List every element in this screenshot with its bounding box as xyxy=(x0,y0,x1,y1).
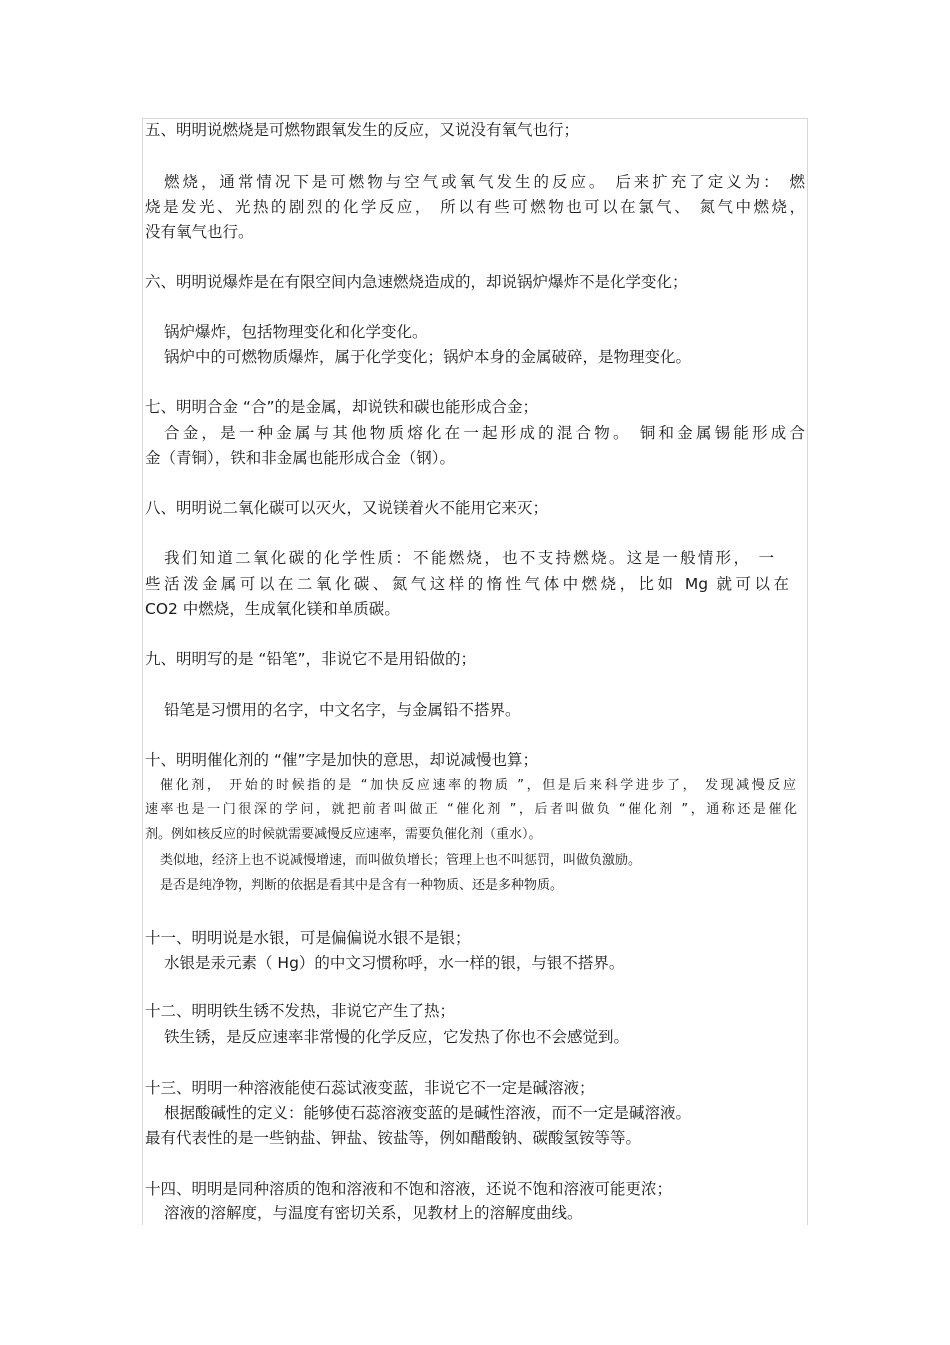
paragraph-line: 锅炉中的可燃物质爆炸，属于化学变化；锅炉本身的金属破碎，是物理变化。 xyxy=(164,348,692,366)
heading-13: 十三、明明一种溶液能使石蕊试液变蓝，非说它不一定是碱溶液； xyxy=(145,1079,595,1097)
heading-11: 十一、明明说是水银，可是偏偏说水银不是银； xyxy=(145,929,471,947)
heading-12: 十二、明明铁生锈不发热，非说它产生了热； xyxy=(145,1002,456,1020)
small-paragraph-line: 剂。例如核反应的时候就需要减慢反应速率，需要负催化剂（重水）。 xyxy=(145,827,542,842)
heading-5: 五、明明说燃烧是可燃物跟氧发生的反应，又说没有氧气也行； xyxy=(145,121,580,139)
paragraph-line: 溶液的溶解度，与温度有密切关系，见教材上的溶解度曲线。 xyxy=(164,1204,583,1222)
heading-9: 九、明明写的是 “铅笔”，非说它不是用铅做的； xyxy=(145,650,476,668)
paragraph-line: 没有氧气也行。 xyxy=(145,223,254,241)
paragraph-line: 合金，是一种金属与其他物质熔化在一起形成的混合物。 铜和金属锡能形成合 xyxy=(164,424,805,442)
paragraph-line: 最有代表性的是一些钠盐、钾盐、铵盐等，例如醋酸钠、碳酸氢铵等等。 xyxy=(145,1129,642,1147)
small-paragraph-line: 催化剂， 开始的时候指的是 “加快反应速率的物质 ”，但是后来科学进步了， 发现减慢反应 xyxy=(160,778,796,793)
heading-6: 六、明明说爆炸是在有限空间内急速燃烧造成的，却说锅炉爆炸不是化学变化； xyxy=(145,273,688,291)
paragraph-line: CO2 中燃烧，生成氧化镁和单质碳。 xyxy=(145,600,400,618)
paragraph-line: 烧是发光、光热的剧烈的化学反应， 所以有些可燃物也可以在氯气、 氮气中燃烧， xyxy=(145,198,805,216)
heading-7: 七、明明合金 “合”的是金属，却说铁和碳也能形成合金； xyxy=(145,398,538,416)
heading-14: 十四、明明是同种溶质的饱和溶液和不饱和溶液，还说不饱和溶液可能更浓； xyxy=(145,1180,673,1198)
paragraph-line: 铅笔是习惯用的名字，中文名字，与金属铅不搭界。 xyxy=(164,701,521,719)
paragraph-line: 金（青铜），铁和非金属也能形成合金（钢）。 xyxy=(145,449,456,467)
paragraph-line: 燃烧，通常情况下是可燃物与空气或氧气发生的反应。 后来扩充了定义为： 燃 xyxy=(164,173,805,191)
small-paragraph-line: 速率也是一门很深的学问，就把前者叫做正 “催化剂 ”，后者叫做负 “催化剂 ”，通称还是催化 xyxy=(145,802,797,817)
paragraph-line: 些活泼金属可以在二氧化碳、氮气这样的惰性气体中燃烧，比如 Mg 就可以在 xyxy=(145,575,789,593)
heading-10: 十、明明催化剂的 “催”字是加快的意思，却说减慢也算； xyxy=(145,751,538,769)
paragraph-line: 根据酸碱性的定义：能够使石蕊溶液变蓝的是碱性溶液，而不一定是碱溶液。 xyxy=(164,1104,692,1122)
small-paragraph-line: 类似地，经济上也不说减慢增速，而叫做负增长；管理上也不叫惩罚，叫做负激励。 xyxy=(160,853,642,868)
small-paragraph-line: 是否是纯净物，判断的依据是看其中是含有一种物质、还是多种物质。 xyxy=(160,878,564,893)
paragraph-line: 锅炉爆炸，包括物理变化和化学变化。 xyxy=(164,323,428,341)
paragraph-line: 我们知道二氧化碳的化学性质：不能燃烧，也不支持燃烧。这是一般情形， 一 xyxy=(164,549,774,567)
paragraph-line: 水银是汞元素（ Hg）的中文习惯称呼，水一样的银，与银不搭界。 xyxy=(164,954,625,972)
heading-8: 八、明明说二氧化碳可以灭火，又说镁着火不能用它来灭； xyxy=(145,499,549,517)
paragraph-line: 铁生锈，是反应速率非常慢的化学反应，它发热了你也不会感觉到。 xyxy=(164,1028,630,1046)
